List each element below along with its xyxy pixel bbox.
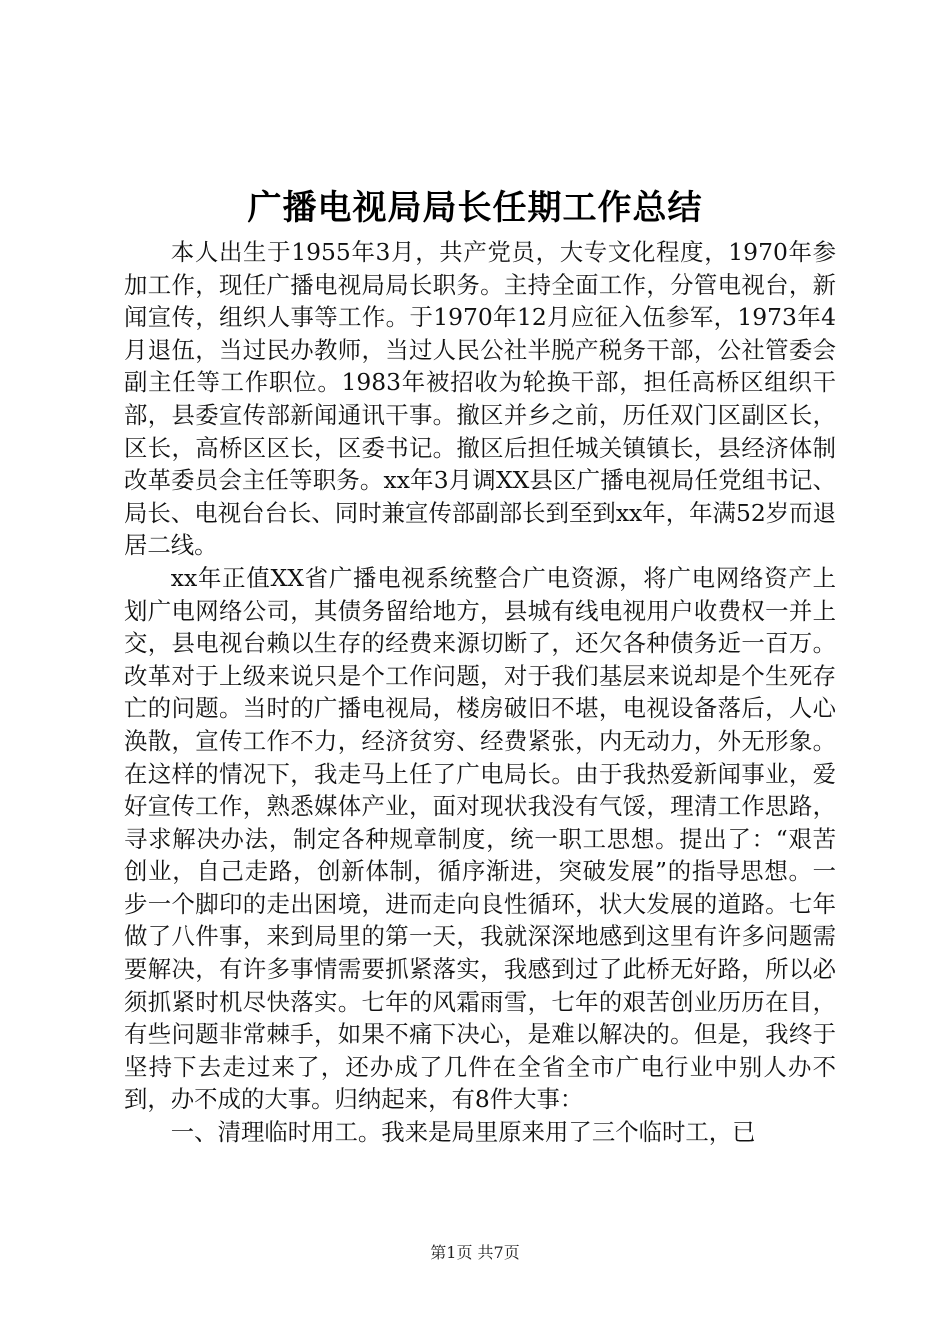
paragraph-3: 一、清理临时用工。我来是局里原来用了三个临时工，已 — [170, 1118, 756, 1147]
page-number-footer: 第1页 共7页 — [430, 1243, 520, 1262]
document-title: 广播电视局局长任期工作总结 — [247, 188, 703, 228]
paragraph-1: 本人出生于1955年3月，共产党员，大专文化程度，1970年参加工作，现任广播电视局局长职务。主持全面工作，分管电视台，新闻宣传，组织人事等工作。于1970年12月应征入伍参军，1973年4月退伍，当过民办教师，当过人民公社半脱产税务干部，公社管委会副主任等工作职位。1983年被招收为轮换干部，担任高桥区组织干部，县委宣传部新闻通讯干事。撤区并乡之前，历任双门区副区长，区长，高桥区区长，区委书记。撤区后担任城关镇镇长，县经济体制改革委员会主任等职务。xx年3月调XX县区广播电视局任党组书记、局长、电视台台长、同时兼宣传部副部长到至到xx年，年满52岁而退居二线。 — [124, 238, 836, 560]
paragraph-2: xx年正值XX省广播电视系统整合广电资源，将广电网络资产上划广电网络公司，其债务留给地方，县城有线电视用户收费权一并上交，县电视台赖以生存的经费来源切断了，还欠各种债务近一百万。改革对于上级来说只是个工作问题，对于我们基层来说却是个生死存亡的问题。当时的广播电视局，楼房破旧不堪，电视设备落后，人心涣散，宣传工作不力，经济贫穷、经费紧张，内无动力，外无形象。在这样的情况下，我走马上任了广电局长。由于我热爱新闻事业，爱好宣传工作，熟悉媒体产业，面对现状我没有气馁，理清工作思路，寻求解决办法，制定各种规章制度，统一职工思想。提出了：“艰苦创业，自己走路，创新体制，循序渐进，突破发展”的指导思想。一步一个脚印的走出困境，进而走向良性循环，状大发展的道路。七年做了八件事，来到局里的第一天，我就深深地感到这里有许多问题需要解决，有许多事情需要抓紧落实，我感到过了此桥无好路，所以必须抓紧时机尽快落实。七年的风霜雨雪，七年的艰苦创业历历在目，有些问题非常棘手，如果不痛下决心，是难以解决的。但是，我终于坚持下去走过来了，还办成了几件在全省全市广电行业中别人办不到，办不成的大事。归纳起来，有8件大事： — [124, 563, 836, 1114]
document-body — [124, 236, 836, 1149]
